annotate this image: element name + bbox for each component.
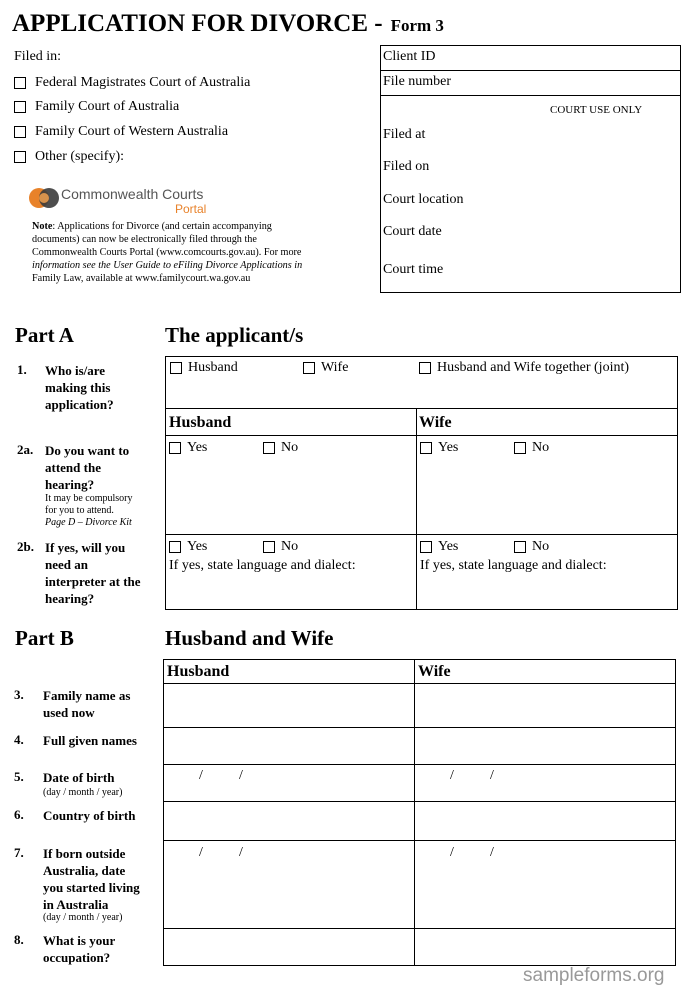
- date-separator: /: [199, 768, 203, 783]
- checkbox[interactable]: [14, 126, 26, 138]
- q2b-husband-yes[interactable]: Yes: [169, 539, 207, 555]
- date-separator: /: [450, 845, 454, 860]
- part-b-label: Part B: [15, 626, 74, 650]
- part-b-col-husband: Husband: [167, 663, 230, 680]
- q2a-text: Do you want to attend the hearing?: [45, 443, 130, 492]
- checkbox[interactable]: [14, 151, 26, 163]
- date-separator: /: [490, 845, 494, 860]
- q2b-wife-language-prompt: If yes, state language and dialect:: [420, 558, 607, 573]
- wife-given-names-field[interactable]: [415, 728, 675, 763]
- checkbox[interactable]: [514, 442, 526, 454]
- q5-number: 5.: [14, 769, 24, 784]
- q2b-wife-no[interactable]: No: [514, 539, 549, 555]
- form-number: Form 3: [390, 16, 444, 35]
- applicant-joint-option[interactable]: Husband and Wife together (joint): [419, 360, 629, 376]
- court-use-only-label: COURT USE ONLY: [550, 104, 643, 116]
- q2a-number: 2a.: [17, 442, 34, 457]
- form-title-row: [12, 10, 444, 38]
- part-a-col-wife: Wife: [419, 414, 452, 431]
- court-time-label: Court time: [383, 262, 444, 277]
- q2a-wife-no[interactable]: No: [514, 440, 549, 456]
- q4-number: 4.: [14, 732, 24, 747]
- court-option-fcwa[interactable]: Family Court of Western Australia: [14, 124, 228, 140]
- q7-number: 7.: [14, 845, 24, 860]
- court-option-fmc[interactable]: Federal Magistrates Court of Australia: [14, 75, 250, 91]
- part-b-heading: Husband and Wife: [165, 626, 334, 650]
- date-separator: /: [450, 768, 454, 783]
- q7-text: If born outside Australia, date you started living in Australia: [43, 846, 140, 912]
- date-separator: /: [490, 768, 494, 783]
- applicant-wife-option[interactable]: Wife: [303, 360, 348, 376]
- q2b-text: If yes, will you need an interpreter at the hearing?: [45, 540, 141, 606]
- q2b-husband-language-prompt: If yes, state language and dialect:: [169, 558, 356, 573]
- checkbox[interactable]: [263, 541, 275, 553]
- date-separator: /: [239, 845, 243, 860]
- q2b-wife-yes[interactable]: Yes: [420, 539, 458, 555]
- q2a-husband-yes[interactable]: Yes: [169, 440, 207, 456]
- checkbox[interactable]: [263, 442, 275, 454]
- wife-country-field[interactable]: [415, 802, 675, 839]
- part-a-col-husband: Husband: [169, 414, 232, 431]
- husband-country-field[interactable]: [164, 802, 413, 839]
- court-location-label: Court location: [383, 192, 464, 207]
- q6-number: 6.: [14, 807, 24, 822]
- q4-text: Full given names: [43, 733, 137, 748]
- q8-text: What is your occupation?: [43, 933, 116, 965]
- client-id-label: Client ID: [383, 49, 436, 64]
- checkbox[interactable]: [170, 362, 182, 374]
- filed-at-label: Filed at: [383, 127, 426, 142]
- court-option-fca[interactable]: Family Court of Australia: [14, 99, 179, 115]
- part-b-col-wife: Wife: [418, 663, 451, 680]
- date-separator: /: [199, 845, 203, 860]
- form-title: APPLICATION FOR DIVORCE -: [12, 10, 383, 37]
- efiling-note: Note: Applications for Divorce (and certain accompanying documents) can now be electronically filed through the Commonwealth Courts Portal (www.comcourts.gov.au). For more information see the User Guide to eFiling Divorce Applications in Family Law, available at www.familycourt.wa.gov.au: [32, 221, 303, 284]
- q2a-wife-yes[interactable]: Yes: [420, 440, 458, 456]
- husband-occupation-field[interactable]: [164, 929, 413, 965]
- date-separator: /: [239, 768, 243, 783]
- q8-number: 8.: [14, 932, 24, 947]
- husband-given-names-field[interactable]: [164, 728, 413, 763]
- part-a-heading: The applicant/s: [165, 323, 304, 347]
- q2a-husband-no[interactable]: No: [263, 440, 298, 456]
- checkbox[interactable]: [14, 101, 26, 113]
- q5-text: Date of birth: [43, 770, 115, 785]
- q6-text: Country of birth: [43, 808, 136, 823]
- checkbox[interactable]: [169, 541, 181, 553]
- wife-arrival-date-field[interactable]: [415, 841, 675, 927]
- filed-on-label: Filed on: [383, 159, 430, 174]
- court-date-label: Court date: [383, 224, 442, 239]
- wife-family-name-field[interactable]: [415, 684, 675, 726]
- checkbox[interactable]: [514, 541, 526, 553]
- q3-text: Family name as used now: [43, 688, 131, 720]
- wife-dob-field[interactable]: [415, 765, 675, 800]
- q3-number: 3.: [14, 687, 24, 702]
- q7-format-hint: (day / month / year): [43, 912, 123, 923]
- checkbox[interactable]: [14, 77, 26, 89]
- checkbox[interactable]: [420, 442, 432, 454]
- q2b-number: 2b.: [17, 539, 34, 554]
- commonwealth-courts-logo-icon: [28, 184, 62, 212]
- file-number-label: File number: [383, 74, 452, 89]
- q1-text: Who is/are making this application?: [45, 363, 114, 412]
- checkbox[interactable]: [419, 362, 431, 374]
- husband-family-name-field[interactable]: [164, 684, 413, 726]
- filed-in-label: Filed in:: [14, 49, 62, 64]
- q2b-husband-no[interactable]: No: [263, 539, 298, 555]
- q2a-subtext: It may be compulsory for you to attend. Page D – Divorce Kit: [45, 493, 133, 528]
- watermark: sampleforms.org: [523, 965, 665, 986]
- part-a-label: Part A: [15, 323, 74, 347]
- logo-text: Commonwealth Courts Portal: [61, 186, 207, 216]
- wife-occupation-field[interactable]: [415, 929, 675, 965]
- checkbox[interactable]: [169, 442, 181, 454]
- q5-format-hint: (day / month / year): [43, 787, 123, 798]
- checkbox[interactable]: [303, 362, 315, 374]
- checkbox[interactable]: [420, 541, 432, 553]
- applicant-husband-option[interactable]: Husband: [170, 360, 238, 376]
- court-option-other[interactable]: Other (specify):: [14, 149, 124, 165]
- q1-number: 1.: [17, 362, 27, 377]
